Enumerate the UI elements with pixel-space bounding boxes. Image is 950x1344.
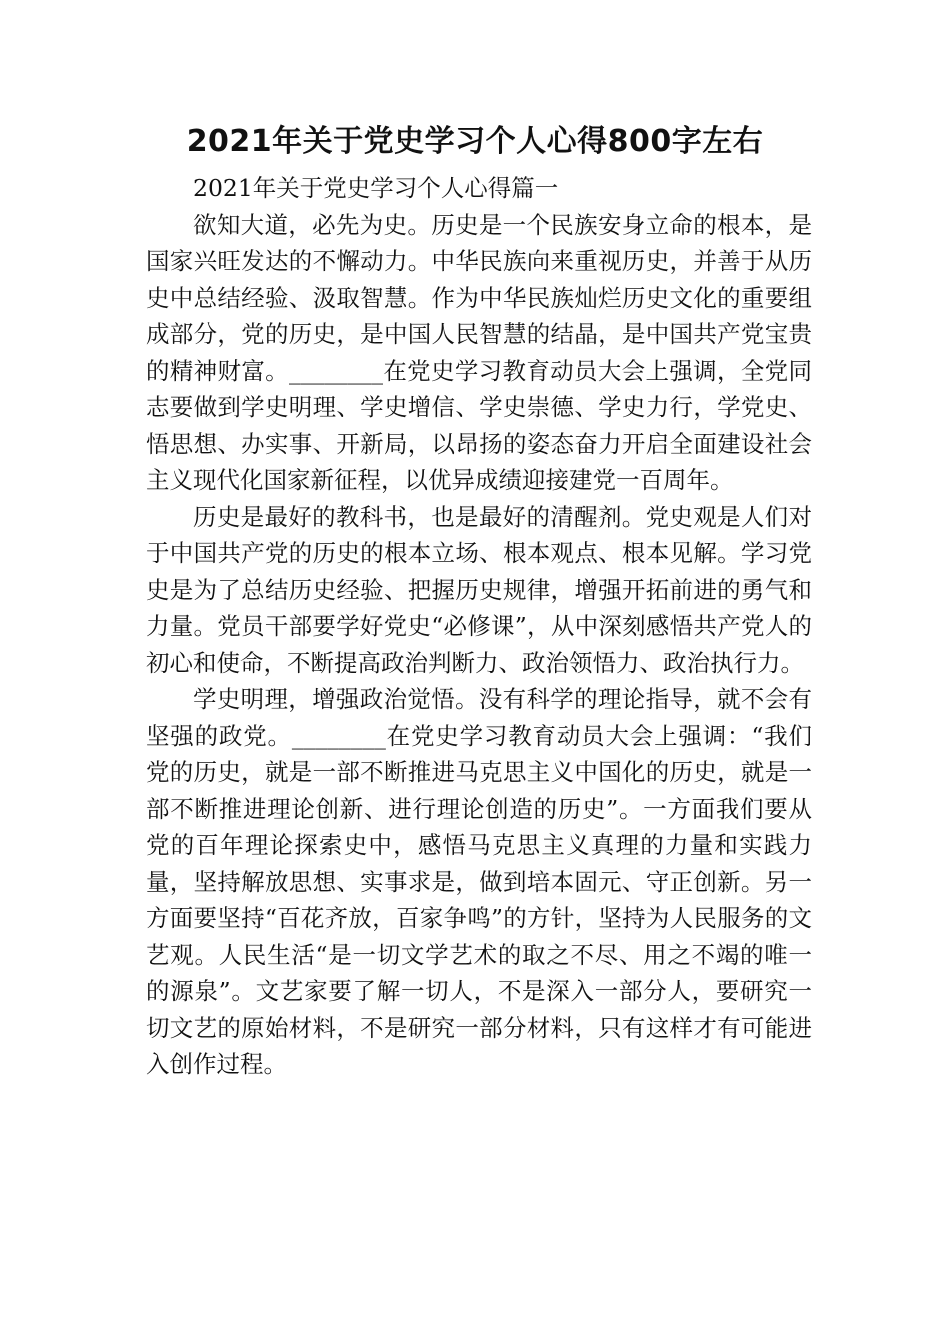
paragraph-3: 学史明理，增强政治觉悟。没有科学的理论指导，就不会有坚强的政党。________在党史学习教育动员大会上强调：“我们党的历史，就是一部不断推进马克思主义中国化的历史，就是一部不断推进理论创新、进行理论创造的历史”。一方面我们要从党的百年理论探索史中，感悟马克思主义真理的力量和实践力量，坚持解放思想、实事求是，做到培本固元、守正创新。另一方面要坚持“百花齐放，百家争鸣”的方针，坚持为人民服务的文艺观。人民生活“是一切文学艺术的取之不尽、用之不竭的唯一的源泉”。文艺家要了解一切人，不是深入一部分人，要研究一切文艺的原始材料，不是研究一部分材料，只有这样才有可能进入创作过程。 (146, 685, 812, 1078)
paragraph-1: 欲知大道，必先为史。历史是一个民族安身立命的根本，是国家兴旺发达的不懈动力。中华民族向来重视历史，并善于从历史中总结经验、汲取智慧。作为中华民族灿烂历史文化的重要组成部分，党的历史，是中国人民智慧的结晶，是中国共产党宝贵的精神财富。________在党史学习教育动员大会上强调，全党同志要做到学史明理、学史增信、学史崇德、学史力行，学党史、悟思想、办实事、开新局，以昂扬的姿态奋力开启全面建设社会主义现代化国家新征程，以优异成绩迎接建党一百周年。 (146, 210, 812, 494)
document-title: 2021年关于党史学习个人心得800字左右 (186, 124, 764, 159)
section-heading: 2021年关于党史学习个人心得篇一 (193, 174, 559, 202)
document-body (146, 170, 812, 1083)
paragraph-2: 历史是最好的教科书，也是最好的清醒剂。党史观是人们对于中国共产党的历史的根本立场、根本观点、根本见解。学习党史是为了总结历史经验、把握历史规律，增强开拓前进的勇气和力量。党员干部要学好党史“必修课”，从中深刻感悟共产党人的初心和使命，不断提高政治判断力、政治领悟力、政治执行力。 (146, 502, 812, 677)
